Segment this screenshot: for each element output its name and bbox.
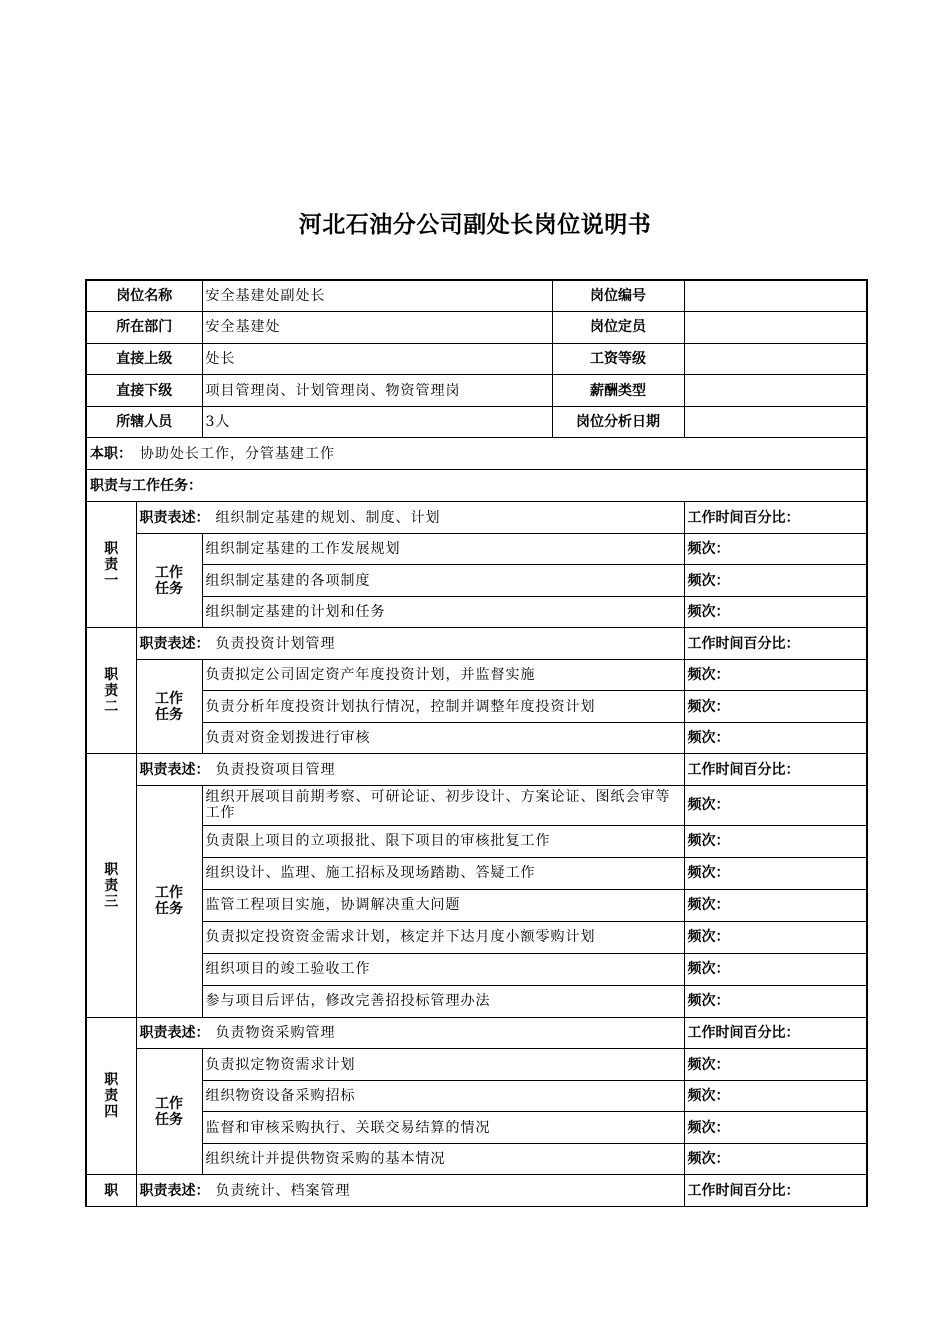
info-value: 项目管理岗、计划管理岗、物资管理岗 bbox=[202, 375, 552, 407]
frequency-label: 频次： bbox=[684, 889, 867, 921]
statement-text: 负责投资项目管理 bbox=[215, 761, 336, 778]
info-label: 岗位编号 bbox=[552, 280, 684, 312]
frequency-label: 频次： bbox=[684, 533, 867, 565]
table-row bbox=[86, 343, 867, 375]
main-duty bbox=[86, 438, 867, 470]
table-row bbox=[86, 312, 867, 344]
frequency-label: 频次： bbox=[684, 722, 867, 754]
task-item: 组织设计、监理、施工招标及现场踏勘、答疑工作 bbox=[202, 857, 684, 889]
duty-name bbox=[86, 754, 136, 1018]
work-task-label-line: 工作 bbox=[155, 885, 183, 902]
info-label: 岗位分析日期 bbox=[552, 406, 684, 438]
table-row bbox=[86, 1080, 867, 1112]
info-value: 3人 bbox=[202, 406, 552, 438]
table-row bbox=[86, 596, 867, 628]
info-label: 所辖人员 bbox=[86, 406, 202, 438]
duty-name-char: 职 bbox=[104, 540, 119, 557]
duty-name-char: 责 bbox=[104, 682, 119, 699]
table-row bbox=[86, 438, 867, 470]
statement-label: 职责表述： bbox=[139, 635, 210, 652]
info-value: 安全基建处 bbox=[202, 312, 552, 344]
duty-name bbox=[86, 1017, 136, 1175]
table-row bbox=[86, 628, 867, 660]
info-label: 所在部门 bbox=[86, 312, 202, 344]
work-task-label bbox=[136, 785, 202, 1017]
duty-name-char: 四 bbox=[104, 1104, 119, 1121]
work-task-label-line: 任务 bbox=[155, 1111, 183, 1128]
info-value bbox=[684, 375, 867, 407]
task-item: 组织制定基建的各项制度 bbox=[202, 565, 684, 597]
work-task-label bbox=[136, 1049, 202, 1175]
task-item: 组织开展项目前期考察、可研论证、初步设计、方案论证、图纸会审等工作 bbox=[202, 785, 684, 825]
info-value bbox=[684, 312, 867, 344]
statement-label: 职责表述： bbox=[139, 1025, 210, 1042]
task-item: 负责拟定投资资金需求计划，核定并下达月度小额零购计划 bbox=[202, 921, 684, 953]
info-value: 安全基建处副处长 bbox=[202, 280, 552, 312]
table-row bbox=[86, 754, 867, 786]
work-task-label-line: 任务 bbox=[155, 580, 183, 597]
duty-name-char: 责 bbox=[104, 877, 119, 894]
table-row bbox=[86, 1017, 867, 1049]
duty-statement bbox=[136, 502, 684, 534]
duty-name bbox=[86, 628, 136, 754]
duty-name-char: 职 bbox=[104, 861, 119, 878]
duty-name bbox=[86, 1175, 136, 1207]
duty-name-char: 职 bbox=[104, 666, 119, 683]
statement-text: 负责物资采购管理 bbox=[215, 1025, 336, 1042]
table-row bbox=[86, 857, 867, 889]
table-row bbox=[86, 565, 867, 597]
duty-name-char: 二 bbox=[104, 698, 119, 715]
table-row bbox=[86, 1112, 867, 1144]
info-value: 处长 bbox=[202, 343, 552, 375]
duty-statement bbox=[136, 628, 684, 660]
table-row bbox=[86, 502, 867, 534]
work-task-label-line: 工作 bbox=[155, 690, 183, 707]
task-item: 负责拟定公司固定资产年度投资计划，并监督实施 bbox=[202, 659, 684, 691]
table-row bbox=[86, 1143, 867, 1175]
work-task-label bbox=[136, 533, 202, 628]
frequency-label: 频次： bbox=[684, 596, 867, 628]
duty-statement bbox=[136, 1175, 684, 1207]
duty-statement bbox=[136, 1017, 684, 1049]
info-value bbox=[684, 406, 867, 438]
table-row bbox=[86, 889, 867, 921]
table-row bbox=[86, 953, 867, 985]
duty-name-char: 责 bbox=[104, 556, 119, 573]
work-percent-label: 工作时间百分比： bbox=[684, 1017, 867, 1049]
frequency-label: 频次： bbox=[684, 1143, 867, 1175]
frequency-label: 频次： bbox=[684, 1112, 867, 1144]
table-row bbox=[86, 921, 867, 953]
duty-name-char: 职 bbox=[104, 1182, 119, 1199]
info-value bbox=[684, 280, 867, 312]
frequency-label: 频次： bbox=[684, 985, 867, 1017]
task-item: 监督和审核采购执行、关联交易结算的情况 bbox=[202, 1112, 684, 1144]
task-item: 组织统计并提供物资采购的基本情况 bbox=[202, 1143, 684, 1175]
frequency-label: 频次： bbox=[684, 785, 867, 825]
table-row bbox=[86, 985, 867, 1017]
table-row bbox=[86, 470, 867, 502]
frequency-label: 频次： bbox=[684, 1080, 867, 1112]
table-row bbox=[86, 722, 867, 754]
table-row bbox=[86, 1049, 867, 1081]
info-label: 直接下级 bbox=[86, 375, 202, 407]
work-task-label-line: 任务 bbox=[155, 706, 183, 723]
task-item: 组织物资设备采购招标 bbox=[202, 1080, 684, 1112]
work-percent-label: 工作时间百分比： bbox=[684, 1175, 867, 1207]
table-row bbox=[86, 1175, 867, 1207]
task-item: 组织项目的竣工验收工作 bbox=[202, 953, 684, 985]
task-item: 负责拟定物资需求计划 bbox=[202, 1049, 684, 1081]
table-row bbox=[86, 659, 867, 691]
duty-name-char: 职 bbox=[104, 1072, 119, 1089]
statement-text: 负责统计、档案管理 bbox=[215, 1182, 351, 1199]
info-label: 岗位名称 bbox=[86, 280, 202, 312]
task-item: 组织制定基建的工作发展规划 bbox=[202, 533, 684, 565]
frequency-label: 频次： bbox=[684, 565, 867, 597]
frequency-label: 频次： bbox=[684, 659, 867, 691]
table-row bbox=[86, 785, 867, 825]
task-item: 负责分析年度投资计划执行情况，控制并调整年度投资计划 bbox=[202, 691, 684, 723]
work-task-label bbox=[136, 659, 202, 754]
duty-name-char: 一 bbox=[104, 572, 119, 589]
job-description-table bbox=[85, 279, 868, 1207]
work-task-label-line: 工作 bbox=[155, 564, 183, 581]
frequency-label: 频次： bbox=[684, 857, 867, 889]
frequency-label: 频次： bbox=[684, 1049, 867, 1081]
duty-name bbox=[86, 502, 136, 628]
work-percent-label: 工作时间百分比： bbox=[684, 628, 867, 660]
work-percent-label: 工作时间百分比： bbox=[684, 502, 867, 534]
info-value bbox=[684, 343, 867, 375]
task-item: 负责限上项目的立项报批、限下项目的审核批复工作 bbox=[202, 825, 684, 857]
table-row bbox=[86, 375, 867, 407]
info-label: 直接上级 bbox=[86, 343, 202, 375]
statement-text: 组织制定基建的规划、制度、计划 bbox=[215, 509, 441, 526]
task-item: 监管工程项目实施，协调解决重大问题 bbox=[202, 889, 684, 921]
work-task-label-line: 任务 bbox=[155, 901, 183, 918]
frequency-label: 频次： bbox=[684, 825, 867, 857]
info-label: 岗位定员 bbox=[552, 312, 684, 344]
main-duty-label: 本职： bbox=[90, 445, 132, 462]
statement-text: 负责投资计划管理 bbox=[215, 635, 336, 652]
main-duty-text: 协助处长工作，分管基建工作 bbox=[140, 445, 335, 462]
frequency-label: 频次： bbox=[684, 953, 867, 985]
frequency-label: 频次： bbox=[684, 691, 867, 723]
work-task-label-line: 工作 bbox=[155, 1095, 183, 1112]
info-label: 工资等级 bbox=[552, 343, 684, 375]
task-item: 组织制定基建的计划和任务 bbox=[202, 596, 684, 628]
statement-label: 职责表述： bbox=[139, 1182, 210, 1199]
duty-statement bbox=[136, 754, 684, 786]
info-label: 薪酬类型 bbox=[552, 375, 684, 407]
table-row bbox=[86, 406, 867, 438]
duties-header: 职责与工作任务： bbox=[86, 470, 867, 502]
task-item: 参与项目后评估，修改完善招投标管理办法 bbox=[202, 985, 684, 1017]
page-title: 河北石油分公司副处长岗位说明书 bbox=[298, 212, 652, 238]
statement-label: 职责表述： bbox=[139, 761, 210, 778]
work-percent-label: 工作时间百分比： bbox=[684, 754, 867, 786]
frequency-label: 频次： bbox=[684, 921, 867, 953]
duty-name-char: 三 bbox=[104, 893, 119, 910]
table-row bbox=[86, 533, 867, 565]
duty-name-char: 责 bbox=[104, 1088, 119, 1105]
task-item: 负责对资金划拨进行审核 bbox=[202, 722, 684, 754]
table-row bbox=[86, 825, 867, 857]
table-row bbox=[86, 280, 867, 312]
statement-label: 职责表述： bbox=[139, 509, 210, 526]
table-row bbox=[86, 691, 867, 723]
